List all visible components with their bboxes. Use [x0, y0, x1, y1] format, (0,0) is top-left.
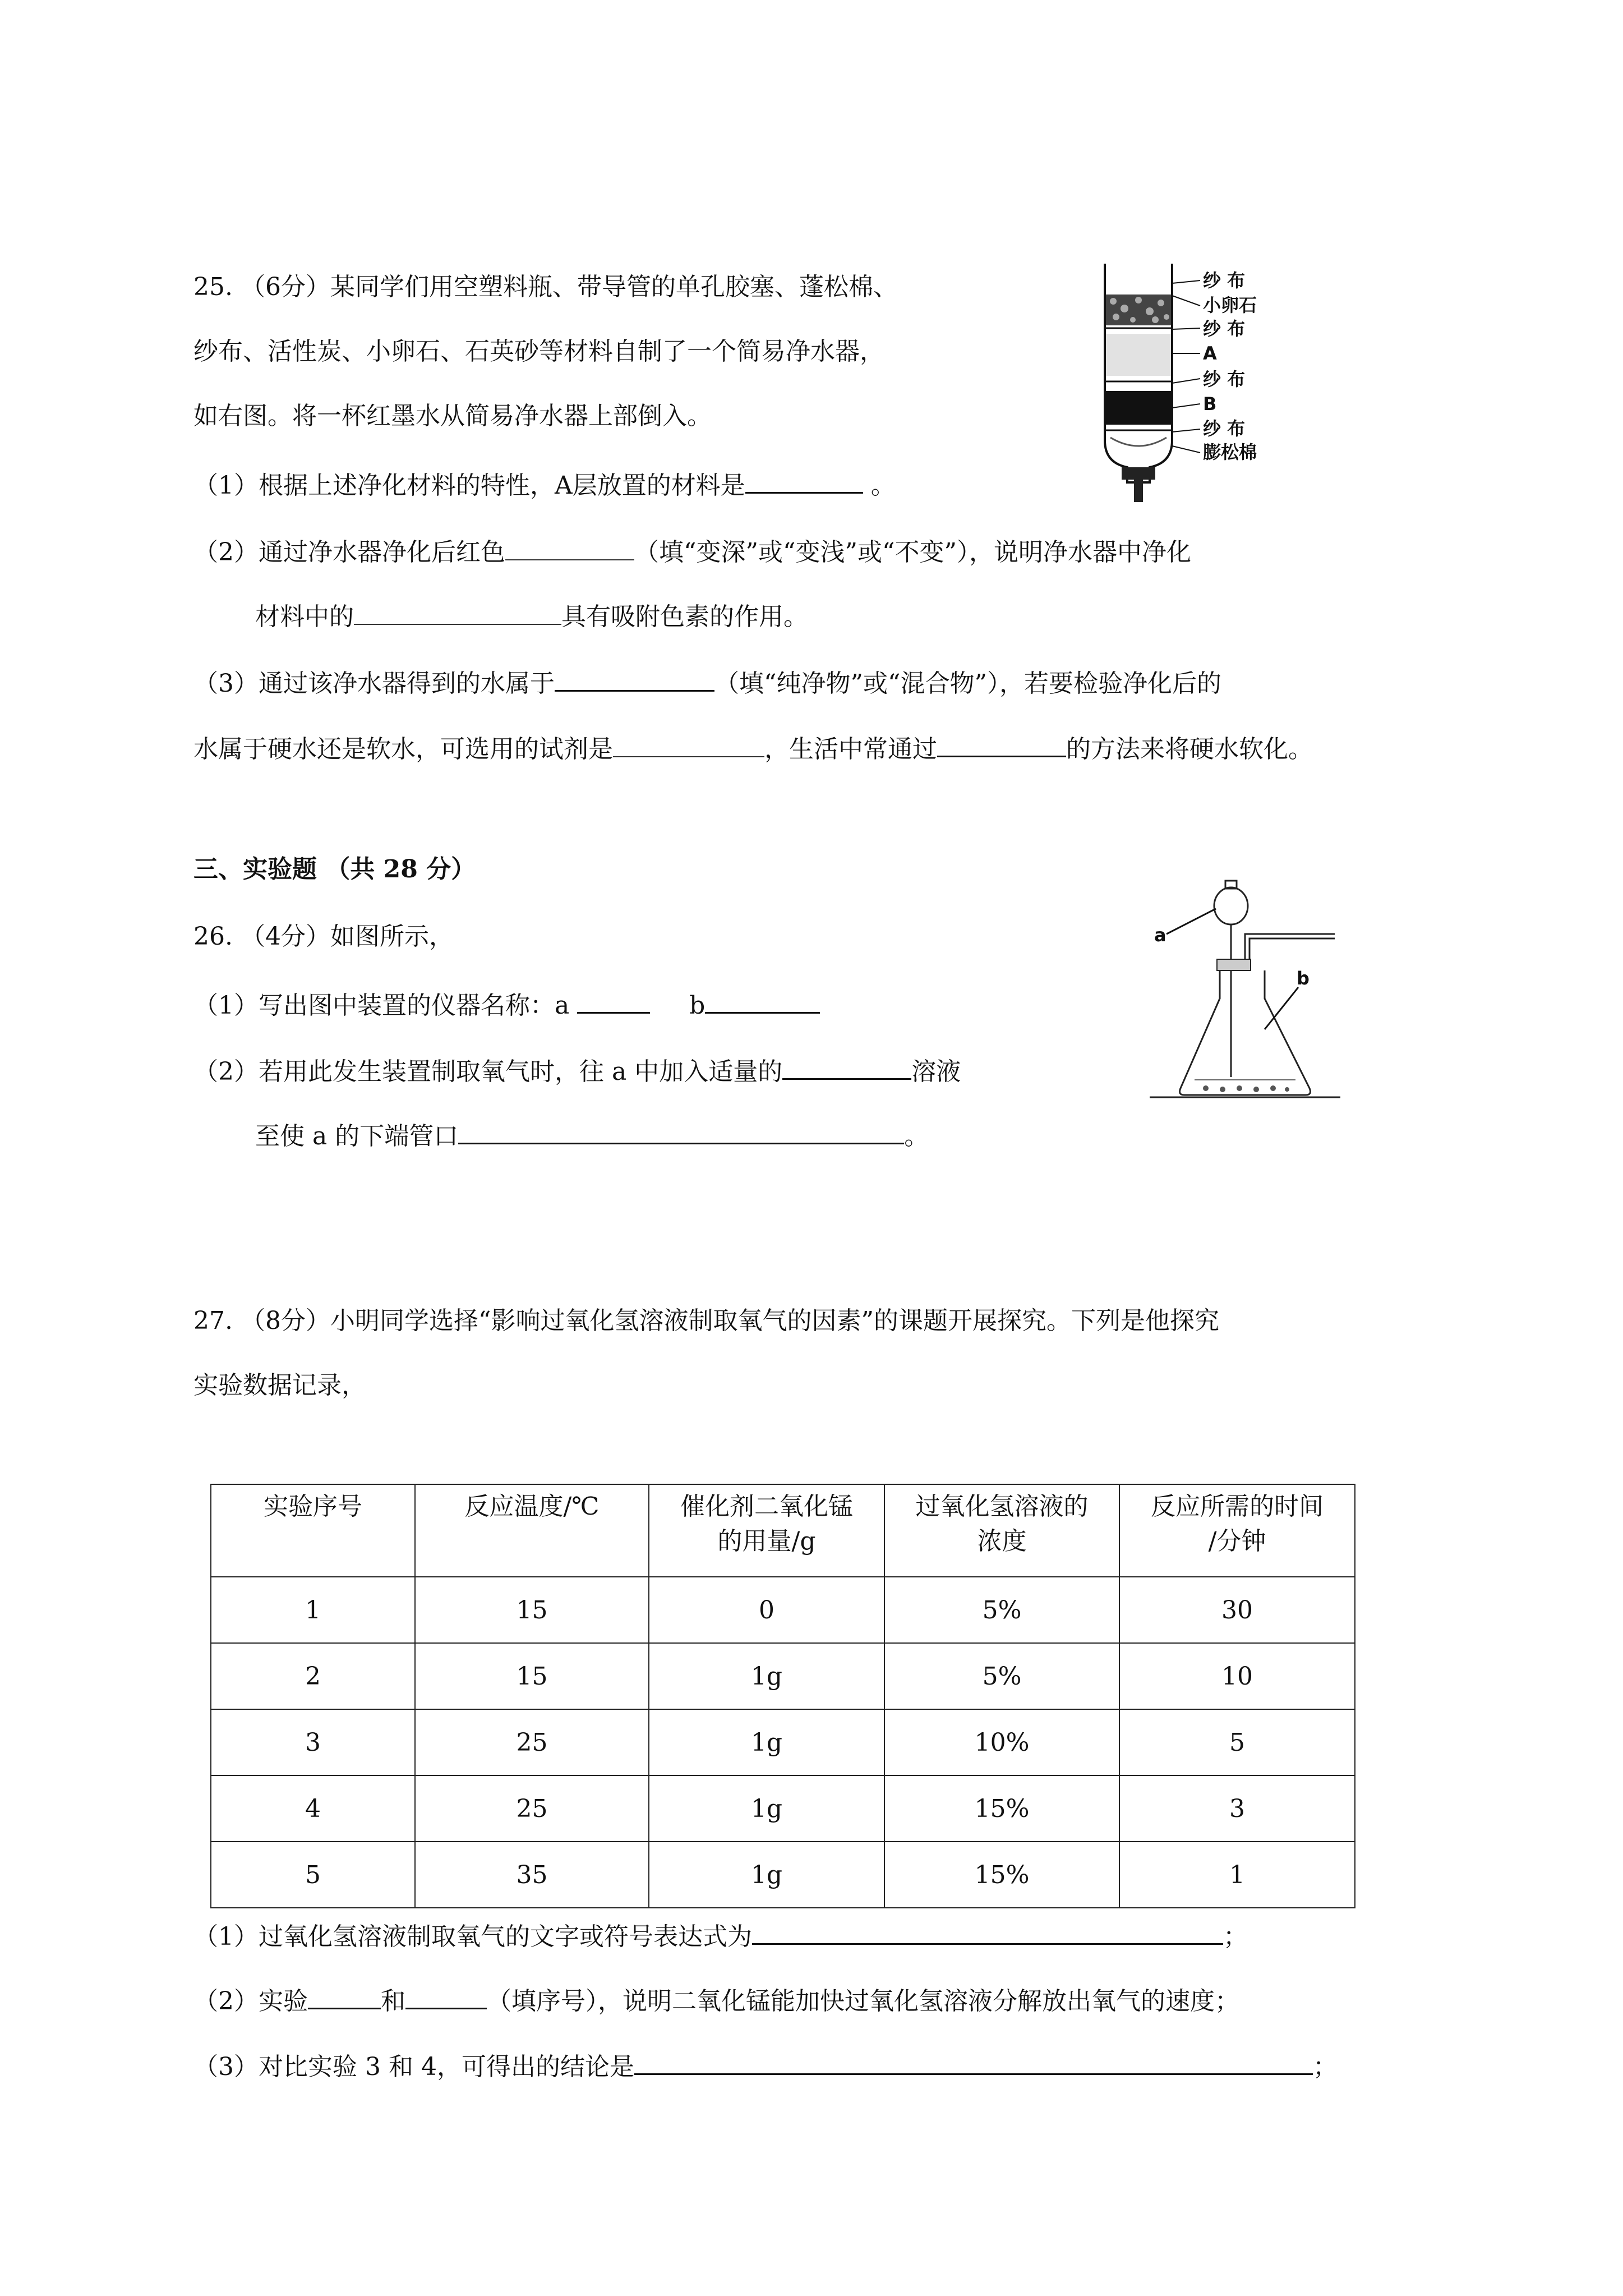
- q27-part-2: [193, 1983, 1239, 2018]
- table-cell: 1g: [649, 1842, 884, 1908]
- q26-part-1-b: b: [689, 991, 706, 1020]
- answer-blank[interactable]: [613, 731, 764, 757]
- q25-part-3b-mid: ，生活中常通过: [764, 735, 937, 763]
- q27-part-2-text: （2）实验: [193, 1987, 308, 2016]
- q25-part-2b-text: 材料中的: [255, 602, 354, 631]
- q25-part-1: [193, 467, 896, 503]
- q26-part-1-text: （1）写出图中装置的仪器名称：a: [193, 991, 570, 1020]
- label-layer-b: B: [1203, 393, 1217, 415]
- table-cell: 5: [211, 1842, 415, 1908]
- q25-part-1-end: 。: [863, 471, 896, 500]
- table-cell: 1g: [649, 1775, 884, 1842]
- q25-part-3b: [193, 731, 1313, 766]
- label-gauze-2: 纱 布: [1203, 318, 1246, 339]
- table-cell: 15: [415, 1643, 649, 1709]
- table-cell: 1: [211, 1577, 415, 1643]
- table-cell: 15: [415, 1577, 649, 1643]
- answer-blank[interactable]: [745, 467, 863, 494]
- q25-part-2: [193, 535, 1191, 569]
- table-row: [211, 1775, 1355, 1842]
- q26-part-2-text: （2）若用此发生装置制取氧气时，往 a 中加入适量的: [193, 1057, 783, 1086]
- q27-part-1-end: ；: [1223, 1922, 1248, 1951]
- funnel-bulb: [1214, 887, 1248, 924]
- table-header-row: [211, 1484, 1355, 1577]
- layer-b: [1106, 391, 1171, 425]
- q25-part-2b-rest: 具有吸附色素的作用。: [561, 602, 808, 631]
- stopper: [1122, 467, 1155, 480]
- q25-part-3-text: （3）通过该净水器得到的水属于: [193, 669, 555, 698]
- q26-part-2: [193, 1053, 961, 1089]
- label-a: a: [1154, 924, 1166, 946]
- label-b: b: [1297, 968, 1310, 989]
- answer-blank[interactable]: [634, 2049, 1313, 2075]
- answer-blank[interactable]: [782, 1053, 911, 1080]
- answer-blank[interactable]: [405, 1983, 487, 2009]
- table-cell: 1: [1119, 1842, 1355, 1908]
- table-row: [211, 1577, 1355, 1643]
- q27-part-1-text: （1）过氧化氢溶液制取氧气的文字或符号表达式为: [193, 1922, 752, 1951]
- label-gauze-4: 纱 布: [1203, 418, 1246, 439]
- table-cell: 4: [211, 1775, 415, 1842]
- answer-blank[interactable]: [505, 535, 634, 560]
- conical-flask: [1180, 970, 1311, 1095]
- q25-part-3-rest: （填“纯净物”或“混合物”），若要检验净化后的: [714, 669, 1221, 698]
- label-gauze-3: 纱 布: [1203, 369, 1246, 390]
- table-cell: 25: [415, 1709, 649, 1775]
- header-cell: 催化剂二氧化锰 的用量/g: [649, 1484, 884, 1577]
- label-cotton: 膨松棉: [1203, 441, 1257, 463]
- answer-blank[interactable]: [555, 665, 714, 692]
- q27-part-1: [193, 1918, 1248, 1954]
- q25-part-2-text: （2）通过净水器净化后红色: [193, 538, 505, 567]
- q27-part-2-and: 和: [381, 1987, 405, 2016]
- answer-blank[interactable]: [752, 1918, 1223, 1945]
- table-row: [211, 1842, 1355, 1908]
- answer-blank[interactable]: [577, 987, 650, 1014]
- table-cell: 35: [415, 1842, 649, 1908]
- q27-part-3: [193, 2049, 1338, 2084]
- q25-part-2b: [255, 599, 808, 634]
- q27-part-2-rest: （填序号），说明二氧化锰能加快过氧化氢溶液分解放出氧气的速度；: [487, 1987, 1239, 2016]
- label-gauze-1: 纱 布: [1203, 270, 1246, 291]
- table-cell: 3: [1119, 1775, 1355, 1842]
- experiment-data-table: [210, 1484, 1355, 1908]
- header-cell: 实验序号: [211, 1484, 415, 1577]
- q27-part-3-end: ；: [1312, 2053, 1338, 2081]
- q27-part-3-text: （3）对比实验 3 和 4，可得出的结论是: [193, 2053, 634, 2081]
- q26-line-1: 26. （4分）如图所示，: [193, 922, 454, 951]
- header-cell: 反应所需的时间 /分钟: [1119, 1484, 1355, 1577]
- table-cell: 0: [649, 1577, 884, 1643]
- table-cell: 15%: [884, 1842, 1119, 1908]
- answer-blank[interactable]: [308, 1983, 381, 2009]
- answer-blank[interactable]: [705, 987, 820, 1014]
- q25-part-3: [193, 665, 1221, 701]
- table-cell: 5: [1119, 1709, 1355, 1775]
- table-cell: 30: [1119, 1577, 1355, 1643]
- label-pebbles: 小卵石: [1203, 295, 1257, 316]
- q25-line-1: 25. （6分）某同学们用空塑料瓶、带导管的单孔胶塞、蓬松棉、: [193, 273, 898, 301]
- table-cell: 10%: [884, 1709, 1119, 1775]
- answer-blank[interactable]: [937, 731, 1066, 757]
- table-cell: 5%: [884, 1577, 1119, 1643]
- table-cell: 3: [211, 1709, 415, 1775]
- q26-part-2b-text: 至使 a 的下端管口: [255, 1122, 459, 1151]
- q26-part-2b: [255, 1118, 929, 1153]
- layer-a: [1106, 334, 1171, 376]
- table-row: [211, 1643, 1355, 1709]
- q26-part-2-rest: 溶液: [911, 1057, 961, 1086]
- q26-part-2b-rest: 。: [904, 1122, 929, 1151]
- flask-apparatus-figure: [1150, 875, 1340, 1111]
- table-row: [211, 1709, 1355, 1775]
- header-cell: 反应温度/℃: [415, 1484, 649, 1577]
- q25-line-2: 纱布、活性炭、小卵石、石英砂等材料自制了一个简易净水器，: [193, 337, 884, 366]
- q25-part-2-rest: （填“变深”或“变浅”或“不变”），说明净水器中净化: [634, 538, 1191, 567]
- section-title: 三、实验题 （共 28 分）: [193, 855, 476, 884]
- q27-line-1: 27. （8分）小明同学选择“影响过氧化氢溶液制取氧气的因素”的课题开展探究。下列是他探究: [193, 1306, 1219, 1335]
- q25-line-3: 如右图。将一杯红墨水从简易净水器上部倒入。: [193, 402, 712, 430]
- flask-stopper: [1217, 959, 1251, 970]
- table-cell: 1g: [649, 1643, 884, 1709]
- outlet-tube: [1134, 480, 1143, 502]
- header-cell: 过氧化氢溶液的 浓度: [884, 1484, 1119, 1577]
- table-cell: 10: [1119, 1643, 1355, 1709]
- answer-blank[interactable]: [458, 1118, 904, 1144]
- water-purifier-figure: [1088, 261, 1324, 508]
- q25-part-3b-rest: 的方法来将硬水软化。: [1066, 735, 1313, 763]
- q25-part-1-text: （1）根据上述净化材料的特性，A层放置的材料是: [193, 471, 745, 500]
- q26-part-1: [193, 987, 820, 1023]
- table-cell: 1g: [649, 1709, 884, 1775]
- table-cell: 25: [415, 1775, 649, 1842]
- table-cell: 15%: [884, 1775, 1119, 1842]
- table-cell: 2: [211, 1643, 415, 1709]
- q27-line-2: 实验数据记录，: [193, 1371, 366, 1400]
- q25-part-3b-text: 水属于硬水还是软水，可选用的试剂是: [193, 735, 613, 763]
- table-cell: 5%: [884, 1643, 1119, 1709]
- label-layer-a: A: [1203, 343, 1217, 364]
- answer-blank[interactable]: [354, 599, 561, 625]
